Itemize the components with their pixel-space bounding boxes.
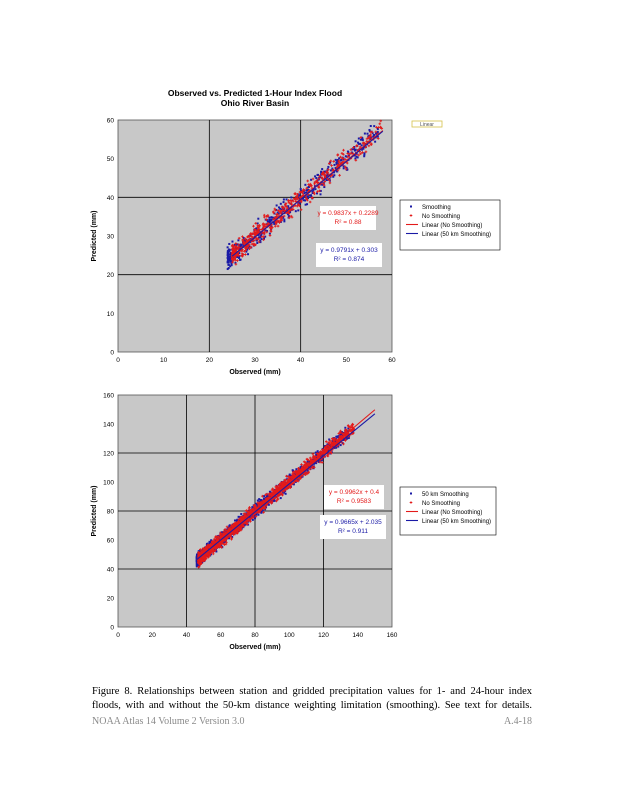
data-point	[231, 241, 233, 243]
y-tick-label: 20	[106, 272, 114, 280]
data-point	[357, 156, 359, 158]
data-point	[335, 436, 337, 438]
data-point	[276, 204, 278, 206]
data-point	[357, 142, 359, 144]
x-tick-label: 20	[148, 632, 156, 639]
data-point	[237, 239, 239, 241]
data-point	[260, 499, 262, 501]
y-tick-label: 60	[106, 537, 114, 545]
footer-page-number: A.4-18	[503, 716, 532, 727]
data-point	[283, 201, 285, 203]
data-point	[283, 219, 285, 221]
data-point	[227, 256, 229, 258]
data-point	[317, 450, 319, 452]
data-point	[362, 139, 364, 141]
data-point	[227, 246, 229, 248]
y-tick-label: 0	[110, 349, 114, 357]
data-point	[297, 209, 299, 211]
x-tick-label: 160	[386, 632, 398, 639]
data-point	[271, 216, 273, 218]
data-point	[247, 253, 249, 255]
x-tick-label: 0	[116, 357, 120, 364]
top-right-tag-label: Linear	[420, 122, 434, 128]
data-point	[280, 497, 282, 499]
y-tick-label: 10	[106, 310, 114, 318]
y-axis-label: Predicted (mm)	[91, 210, 98, 262]
x-tick-label: 140	[352, 632, 364, 639]
data-point	[196, 565, 198, 567]
y-tick-label: 140	[103, 421, 114, 429]
data-point	[228, 259, 230, 261]
data-point	[285, 493, 287, 495]
regression-equation: y = 0.9665x + 2.035	[324, 519, 382, 526]
footer-document-title: NOAA Atlas 14 Volume 2 Version 3.0	[92, 716, 245, 727]
regression-equation: y = 0.9962x + 0.4	[328, 489, 380, 496]
r-squared-value: R² = 0.874	[333, 256, 365, 263]
x-tick-label: 80	[251, 632, 259, 639]
data-point	[268, 217, 270, 219]
data-point	[280, 203, 282, 205]
figure-caption	[92, 685, 532, 713]
chart-title: Observed vs. Predicted 1-Hour Index Flood	[167, 88, 343, 98]
data-point	[270, 219, 272, 221]
data-point	[361, 144, 363, 146]
data-point	[252, 519, 254, 521]
y-tick-label: 120	[103, 450, 114, 458]
data-point	[338, 157, 340, 159]
data-point	[319, 193, 321, 195]
data-point	[228, 243, 230, 245]
x-tick-label: 40	[182, 632, 191, 639]
data-point	[363, 155, 365, 157]
x-tick-label: 20	[205, 357, 213, 364]
y-tick-label: 0	[110, 624, 114, 632]
legend-entry: Linear (50 km Smoothing)	[422, 519, 492, 525]
x-tick-label: 60	[217, 632, 225, 639]
legend-entry: Smoothing	[422, 205, 451, 211]
legend-swatch	[410, 206, 412, 208]
data-point	[257, 514, 259, 516]
y-axis-label: Predicted (mm)	[91, 485, 98, 537]
regression-equation: y = 0.9791x + 0.303	[320, 247, 378, 254]
data-point	[374, 141, 376, 143]
x-tick-label: 60	[388, 357, 396, 364]
data-point	[317, 174, 319, 176]
data-point	[364, 133, 366, 135]
y-tick-label: 40	[106, 194, 114, 202]
data-point	[327, 166, 329, 168]
data-point	[238, 257, 240, 259]
data-point	[335, 159, 337, 161]
legend-entry: Linear (No Smoothing)	[422, 510, 483, 516]
data-point	[227, 264, 229, 266]
data-point	[234, 519, 236, 521]
r-squared-value: R² = 0.88	[334, 219, 362, 226]
data-point	[320, 171, 322, 173]
r-squared-value: R² = 0.911	[337, 528, 369, 535]
legend-entry: No Smoothing	[422, 501, 461, 507]
data-point	[290, 196, 292, 198]
y-tick-label: 20	[106, 595, 114, 603]
data-point	[240, 244, 242, 246]
data-point	[355, 140, 357, 142]
data-point	[373, 125, 375, 127]
legend-entry: Linear (No Smoothing)	[422, 223, 483, 229]
data-point	[333, 164, 335, 166]
data-point	[240, 513, 242, 515]
x-tick-label: 40	[297, 357, 305, 364]
data-point	[295, 210, 297, 212]
data-point	[343, 167, 345, 169]
x-axis-label: Observed (mm)	[229, 644, 281, 651]
chart-24hour-index-flood	[0, 385, 618, 660]
data-point	[227, 268, 229, 270]
data-point	[314, 175, 316, 177]
legend-swatch	[410, 493, 412, 495]
legend-entry: 50 km Smoothing	[422, 492, 469, 498]
y-tick-label: 100	[103, 479, 114, 487]
x-tick-label: 10	[160, 357, 168, 364]
x-tick-label: 50	[342, 357, 350, 364]
data-point	[306, 203, 308, 205]
data-point	[368, 129, 370, 131]
x-axis-label: Observed (mm)	[229, 369, 281, 376]
data-point	[366, 133, 368, 135]
y-tick-label: 60	[106, 117, 114, 125]
legend-entry: Linear (50 km Smoothing)	[422, 232, 492, 238]
data-point	[373, 134, 375, 136]
chart-1hour-index-flood	[0, 0, 618, 385]
data-point	[303, 199, 305, 201]
x-tick-label: 120	[318, 632, 329, 639]
legend-entry: No Smoothing	[422, 214, 461, 220]
data-point	[228, 250, 230, 252]
r-squared-value: R² = 0.9583	[336, 498, 372, 505]
x-tick-label: 0	[116, 632, 120, 639]
chart-subtitle: Ohio River Basin	[220, 98, 290, 108]
data-point	[330, 169, 332, 171]
y-tick-label: 40	[106, 566, 114, 574]
data-point	[304, 184, 306, 186]
data-point	[307, 196, 309, 198]
data-point	[227, 254, 229, 256]
data-point	[227, 252, 229, 254]
data-point	[321, 168, 323, 170]
data-point	[370, 125, 372, 127]
data-point	[300, 188, 302, 190]
data-point	[358, 138, 360, 140]
y-tick-label: 80	[106, 508, 114, 516]
data-point	[279, 208, 281, 210]
caption-line-2: floods, with and without the 50-km distance weighting limitation (smoothing). See text for details.	[92, 700, 532, 711]
x-tick-label: 30	[251, 357, 259, 364]
caption-line-1: Figure 8. Relationships between station and gridded precipitation values for 1- and 24-hour index	[92, 686, 532, 697]
y-tick-label: 50	[106, 156, 114, 164]
data-point	[283, 198, 285, 200]
y-tick-label: 160	[103, 392, 114, 400]
regression-equation: y = 0.9837x + 0.2289	[317, 210, 379, 217]
x-tick-label: 100	[283, 632, 295, 639]
data-point	[283, 220, 285, 222]
data-point	[345, 155, 347, 157]
page-footer	[92, 716, 532, 727]
data-point	[354, 149, 356, 151]
data-point	[239, 259, 241, 261]
y-tick-label: 30	[106, 233, 114, 241]
data-point	[314, 188, 316, 190]
data-point	[257, 218, 259, 220]
